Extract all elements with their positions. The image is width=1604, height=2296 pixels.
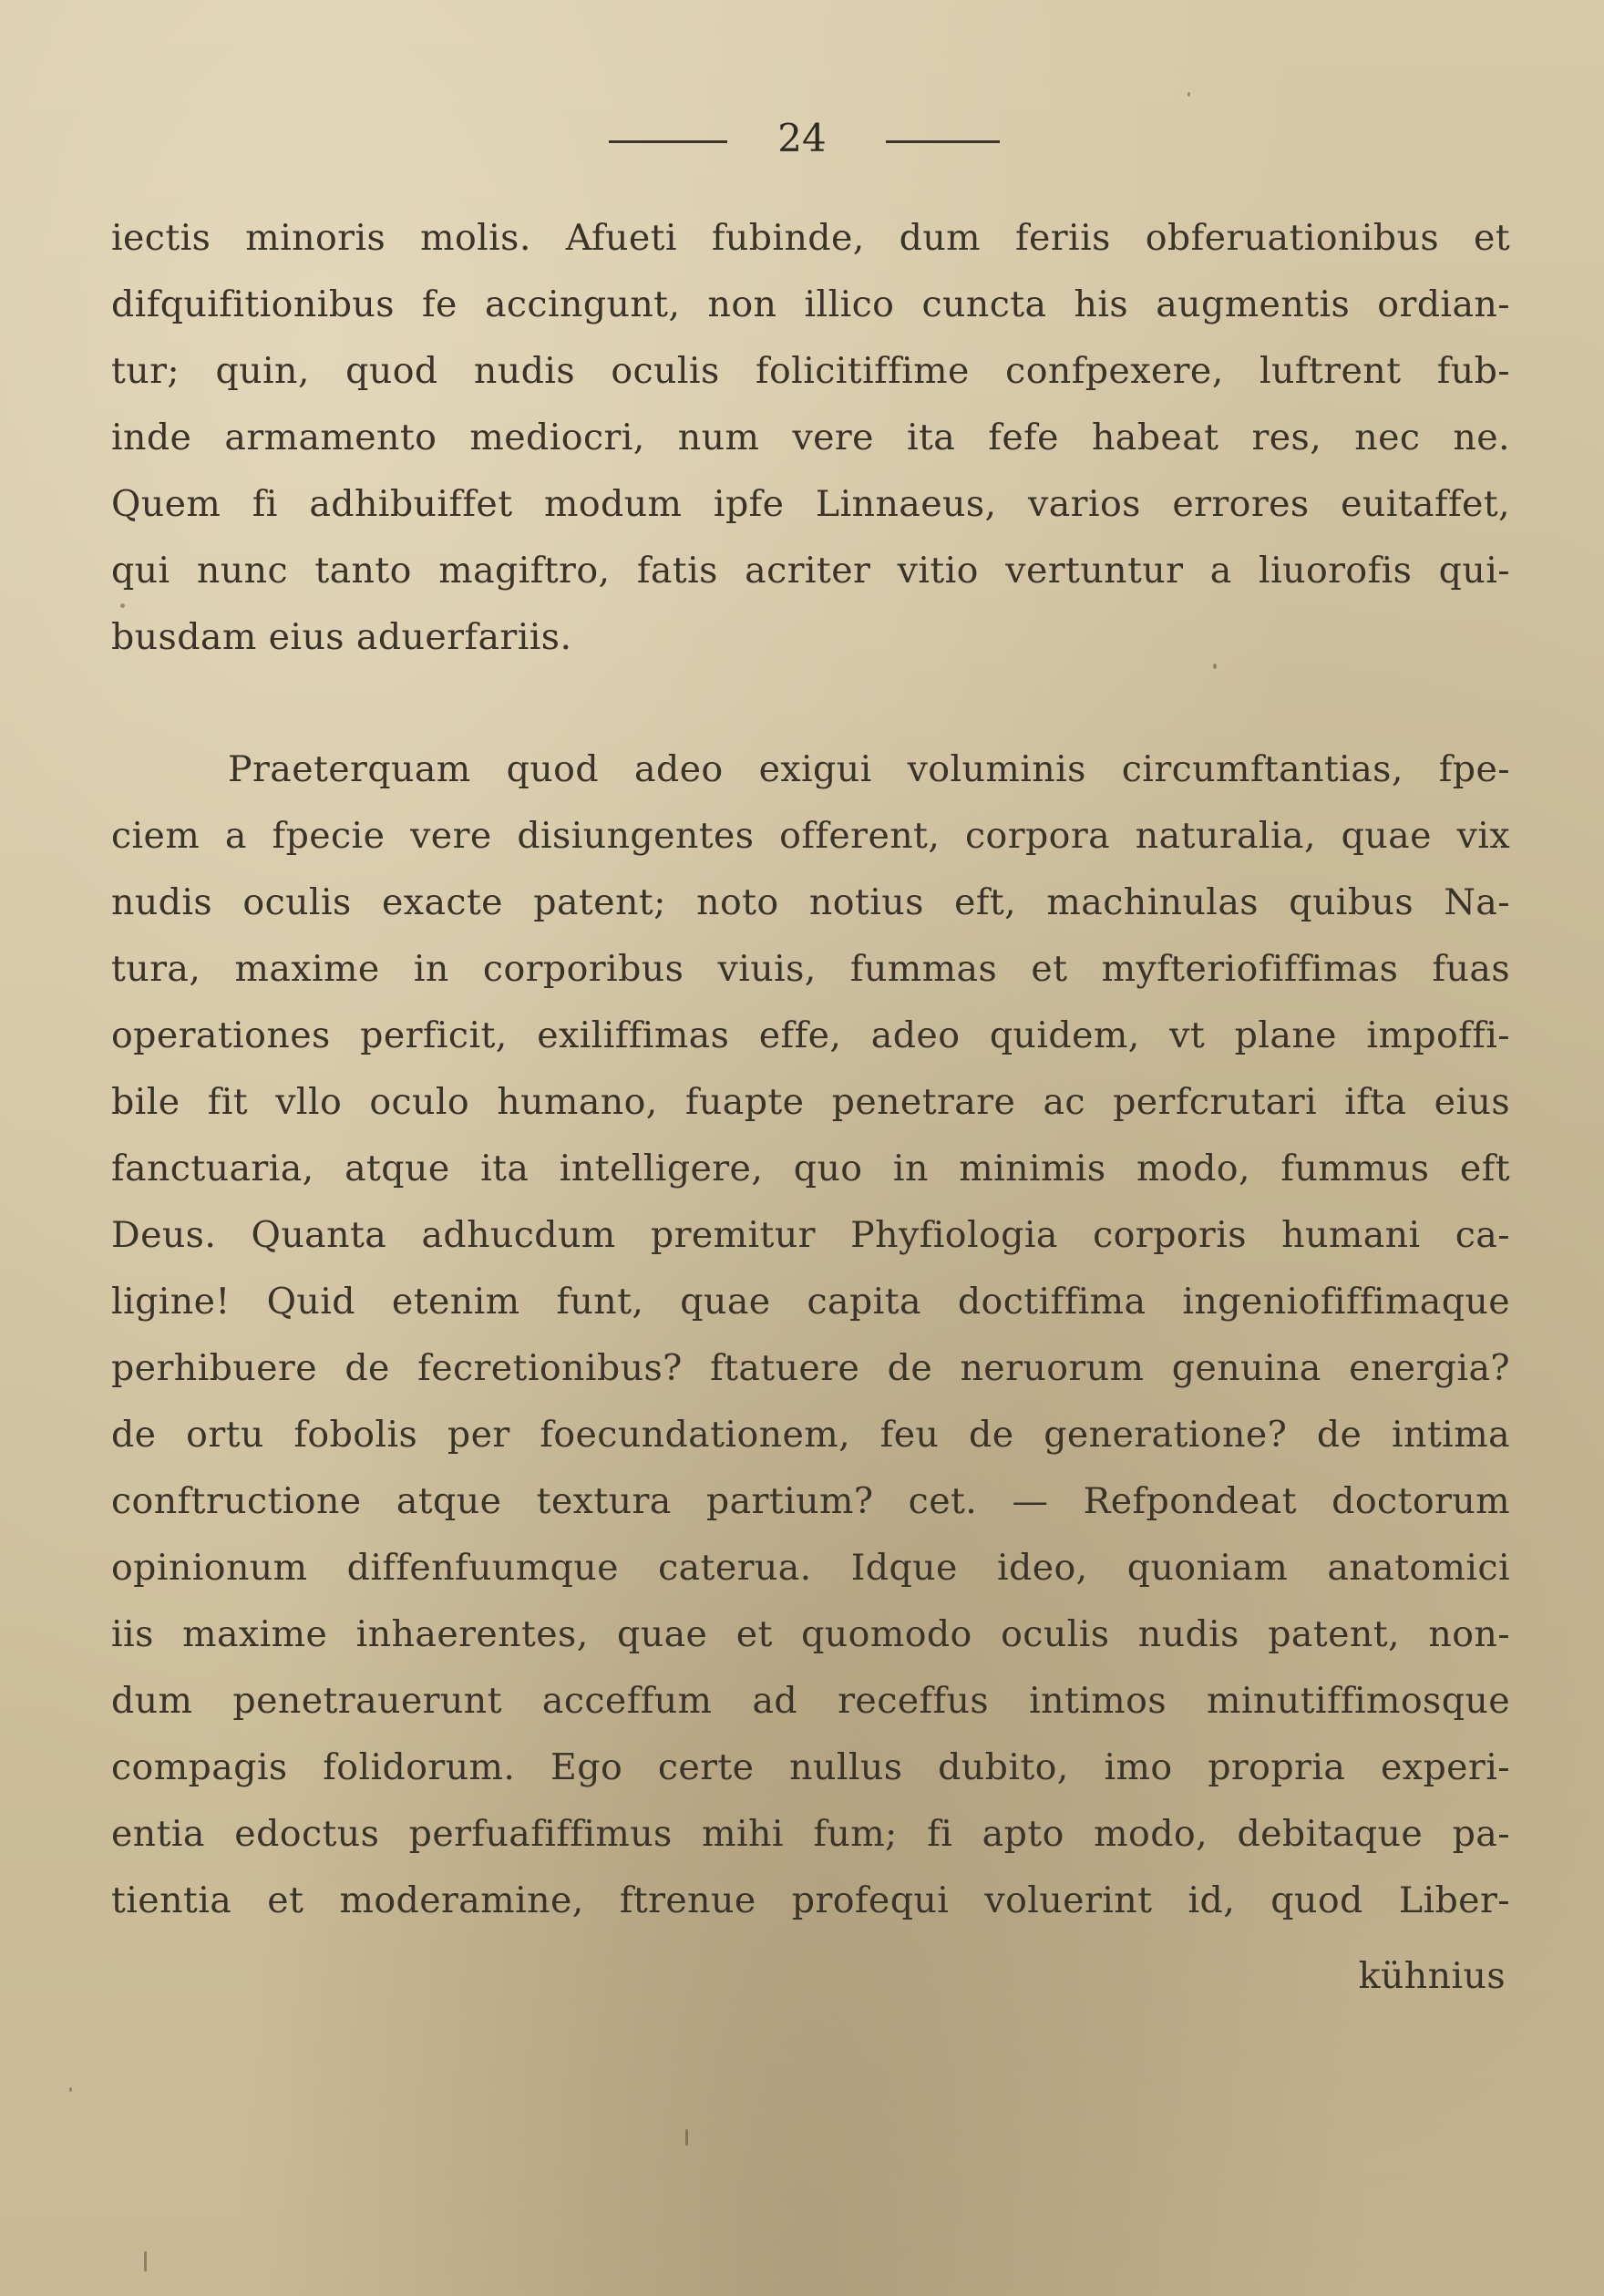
text-line: operationes perficit, exiliffimas effe, adeo quidem, vt plane impoffi-: [111, 1014, 1510, 1056]
text-line: busdam eius aduerfariis.: [111, 616, 572, 658]
page-header: [0, 111, 1604, 175]
text-line: Quem fi adhibuiffet modum ipfe Linnaeus, varios errores euitaffet,: [111, 483, 1510, 525]
text-line: conftructione atque textura partium? cet. — Refpondeat doctorum: [111, 1480, 1510, 1522]
text-line: iis maxime inhaerentes, quae et quomodo oculis nudis patent, non-: [111, 1613, 1510, 1655]
text-line: tur; quin, quod nudis oculis folicitiffime confpexere, luftrent fub-: [111, 350, 1510, 392]
text-line: Praeterquam quod adeo exigui voluminis circumftantias, fpe-: [228, 748, 1510, 790]
text-line: perhibuere de fecretionibus? ftatuere de neruorum genuina energia?: [111, 1347, 1510, 1389]
paragraph-2: [111, 736, 1510, 1934]
paper-speck: [1213, 664, 1217, 669]
text-line: inde armamento mediocri, num vere ita fefe habeat res, nec ne.: [111, 417, 1510, 458]
paper-speck: [69, 2087, 72, 2092]
paper-speck: [1188, 92, 1190, 97]
text-line: difquifitionibus fe accingunt, non illico cuncta his augmentis ordian-: [111, 283, 1510, 325]
header-rule-right: [886, 140, 1000, 143]
text-line: de ortu fobolis per foecundationem, feu de generatione? de intima: [111, 1414, 1510, 1456]
text-line: bile fit vllo oculo humano, fuapte penetrare ac perfcrutari ifta eius: [111, 1081, 1510, 1123]
text-line: ligine! Quid etenim funt, quae capita doctiffima ingeniofiffimaque: [111, 1281, 1510, 1323]
text-line: opinionum diffenfuumque caterua. Idque ideo, quoniam anatomici: [111, 1547, 1510, 1589]
text-line: Deus. Quanta adhucdum premitur Phyfiologia corporis humani ca-: [111, 1214, 1510, 1256]
header-rule-left: [609, 140, 727, 143]
text-line: compagis folidorum. Ego certe nullus dubito, imo propria experi-: [111, 1746, 1510, 1788]
page-number: 24: [777, 116, 827, 160]
text-line: tura, maxime in corporibus viuis, fummas et myfteriofiffimas fuas: [111, 948, 1510, 990]
paper-speck: [120, 603, 125, 608]
text-line: tientia et moderamine, ftrenue profequi voluerint id, quod Liber-: [111, 1879, 1510, 1921]
text-line: nudis oculis exacte patent; noto notius eft, machinulas quibus Na-: [111, 881, 1510, 923]
catchword: kühnius: [1358, 1955, 1506, 1997]
text-line: ciem a fpecie vere disiungentes offerent, corpora naturalia, quae vix: [111, 815, 1510, 857]
paragraph-1: [111, 205, 1510, 671]
text-line: dum penetrauerunt acceffum ad receffus intimos minutiffimosque: [111, 1680, 1510, 1722]
text-line: qui nunc tanto magiftro, fatis acriter vitio vertuntur a liuorofis qui-: [111, 550, 1510, 592]
text-line: fanctuaria, atque ita intelligere, quo in minimis modo, fummus eft: [111, 1148, 1510, 1189]
text-line: iectis minoris molis. Afueti fubinde, dum feriis obferuationibus et: [111, 217, 1510, 259]
paper-speck: [685, 2129, 688, 2146]
paper-speck: [144, 2251, 147, 2271]
text-line: entia edoctus perfuafiffimus mihi fum; fi apto modo, debitaque pa-: [111, 1813, 1510, 1855]
